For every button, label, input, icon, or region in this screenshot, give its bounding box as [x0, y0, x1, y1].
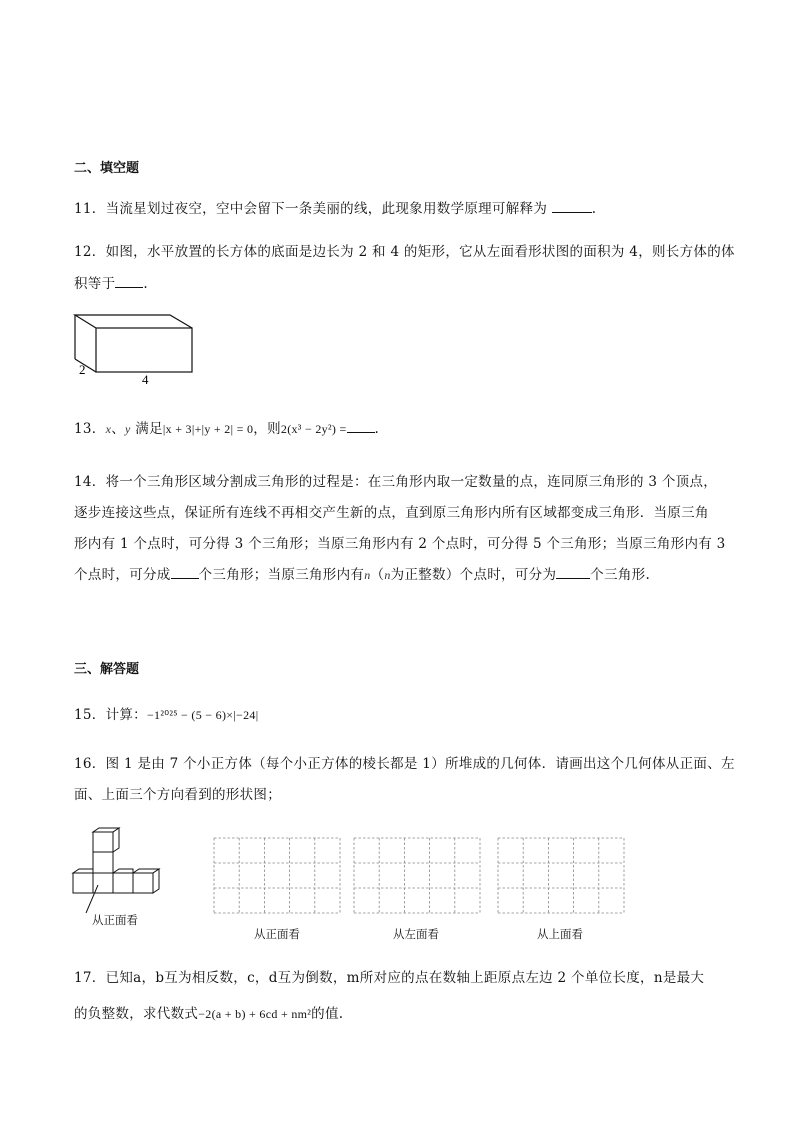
question-16-line-2: 面、上面三个方向看到的形状图；	[74, 787, 281, 803]
question-14-line-2: 逐步连接这些点，保证所有连线不再相交产生新的点，直到原三角形内所有区域都变成三角形．当原三角	[74, 505, 709, 521]
question-17-line-1: 17．已知a，b互为相反数，c，d互为倒数，m所对应的点在数轴上距原点左边 2 个单位长度，n是最大	[74, 970, 705, 986]
q14-answer-blank-1[interactable]	[171, 564, 199, 579]
view-grids-svg	[212, 836, 652, 916]
grid-left[interactable]	[354, 838, 480, 913]
question-11: 11．当流星划过夜空，空中会留下一条美丽的线，此现象用数学原理可解释为 .	[74, 197, 596, 217]
section-heading-answer: 三、解答题	[74, 662, 140, 677]
q15-expression: −1²⁰²⁵ − (5 − 6)×|−24|	[146, 708, 259, 722]
question-12-line-2: 积等于 .	[74, 272, 148, 292]
q11-text: 11．当流星划过夜空，空中会留下一条美丽的线，此现象用数学原理可解释为	[74, 201, 552, 217]
grid-caption-top: 从上面看	[537, 927, 583, 941]
question-12-line-1: 12．如图，水平放置的长方体的底面是边长为 2 和 4 的矩形，它从左面看形状图的面积为 4，则长方体的体	[74, 244, 735, 260]
question-15: 15．计算：−1²⁰²⁵ − (5 − 6)×|−24|	[74, 707, 259, 723]
grid-caption-front: 从正面看	[254, 927, 300, 941]
grid-top[interactable]	[498, 838, 624, 913]
q11-answer-blank[interactable]	[552, 198, 592, 213]
grid-front[interactable]	[214, 838, 340, 913]
q13-var-x: x	[105, 422, 112, 436]
q13-equation-2: 2(x³ − 2y²) =	[280, 422, 347, 436]
q12-answer-blank[interactable]	[115, 273, 143, 288]
section-heading-fill: 二、填空题	[74, 161, 140, 176]
question-13: 13．x、y 满足|x + 3|+|y + 2| = 0，则2(x³ − 2y²) = .	[74, 417, 379, 437]
q13-var-y: y	[125, 422, 131, 436]
q14-answer-blank-2[interactable]	[556, 564, 590, 579]
cuboid-figure	[68, 308, 198, 387]
question-17-line-2: 的负整数，求代数式−2(a + b) + 6cd + nm²的值.	[74, 1006, 344, 1022]
q13-answer-blank[interactable]	[347, 418, 375, 433]
question-14-line-4: 个点时，可分成 个三角形；当原三角形内有n（n为正整数）个点时，可分为 个三角形.	[74, 563, 650, 583]
cuboid-label-4: 4	[142, 372, 149, 387]
question-14-line-1: 14．将一个三角形区域分割成三角形的过程是：在三角形内取一定数量的点，连同原三角形的 3 个顶点，	[74, 474, 718, 490]
question-14-line-3: 形内有 1 个点时，可分得 3 个三角形；当原三角形内有 2 个点时，可分得 5 个三角形；当原三角形内有 3	[74, 536, 726, 552]
cuboid-label-2: 2	[79, 362, 86, 377]
grid-caption-left: 从左面看	[393, 927, 439, 941]
cube-stack-caption: 从正面看	[92, 913, 138, 927]
q17-expression: −2(a + b) + 6cd + nm²	[198, 1007, 312, 1021]
question-16-line-1: 16．图 1 是由 7 个小正方体（每个小正方体的棱长都是 1）所堆成的几何体．请画出这个几何体从正面、左	[74, 756, 735, 772]
q13-equation-1: |x + 3|+|y + 2| = 0	[162, 422, 254, 436]
